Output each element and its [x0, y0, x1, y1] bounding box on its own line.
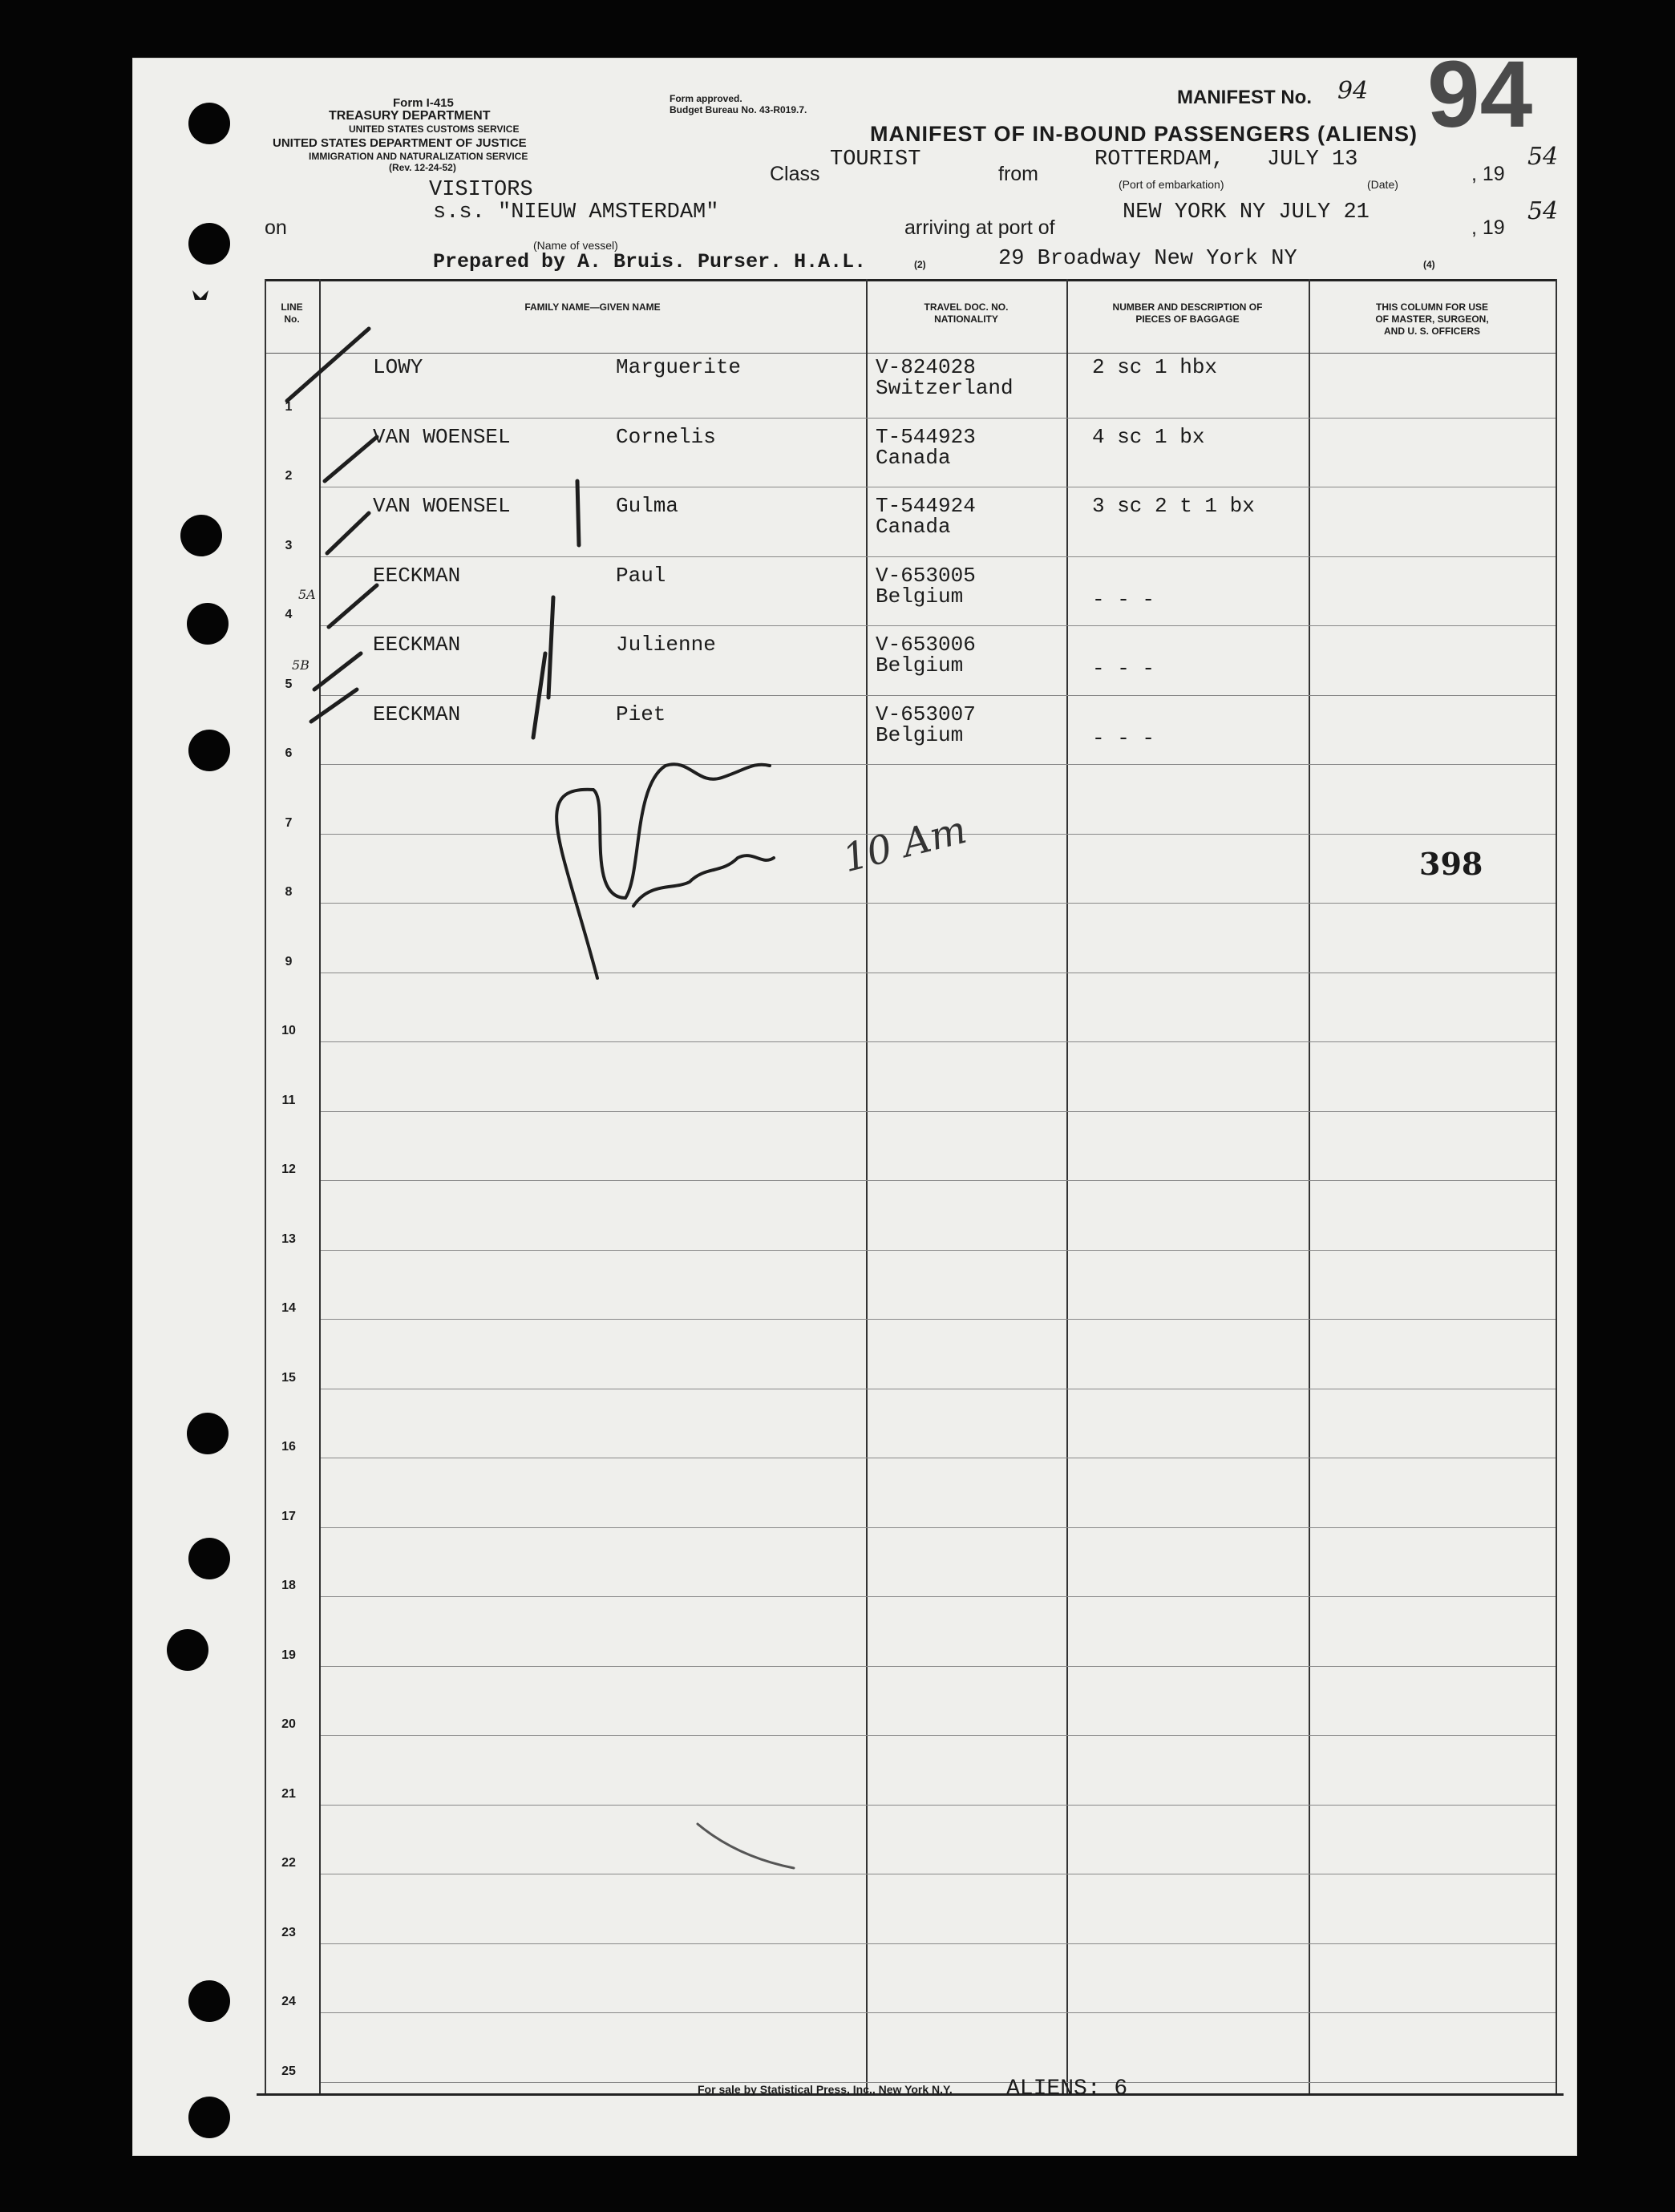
year-handwritten: 54 [1527, 143, 1559, 171]
line-number: 23 [281, 1925, 296, 1939]
column-header-officers: THIS COLUMN FOR USE OF MASTER, SURGEON, AND U. S. OFFICERS [1375, 301, 1489, 337]
line-number: 5 [285, 677, 293, 691]
travel-doc-no: V-653005 [876, 563, 976, 588]
officer-number: 398 [1419, 846, 1483, 882]
column-header-line-no: LINE No. [281, 301, 303, 325]
line-number: 14 [281, 1301, 296, 1315]
line-number: 12 [281, 1163, 296, 1176]
signature [556, 764, 770, 978]
form-approved: Form approved. [670, 93, 742, 104]
from-label: from [998, 163, 1038, 185]
nationality: Switzerland [876, 376, 1013, 400]
line-number: 9 [285, 954, 293, 969]
column-header-name: FAMILY NAME—GIVEN NAME [524, 301, 661, 313]
year-handwritten-2: 54 [1527, 197, 1559, 225]
dept-line: UNITED STATES DEPARTMENT OF JUSTICE [273, 136, 527, 150]
given-name: Paul [616, 563, 666, 588]
line-number: 13 [281, 1231, 296, 1246]
prepared-marker: (2) [914, 259, 926, 270]
line-number: 6 [285, 746, 293, 760]
page-title: MANIFEST OF IN-BOUND PASSENGERS (ALIENS) [870, 122, 1418, 146]
address-marker: (4) [1423, 259, 1435, 270]
given-name: Gulma [616, 494, 679, 518]
handwritten-note: 10 Am [838, 807, 971, 882]
dept-line: (Rev. 12-24-52) [389, 162, 456, 173]
line-number: 16 [281, 1440, 296, 1454]
tick-stroke [577, 481, 579, 545]
baggage: 2 sc 1 hbx [1092, 355, 1218, 379]
check-mark [314, 653, 361, 689]
line-number: 25 [281, 2064, 296, 2078]
travel-doc-no: T-544923 [876, 424, 976, 449]
line-number: 22 [281, 1856, 296, 1870]
line-number: 8 [285, 885, 293, 899]
baggage: 3 sc 2 t 1 bx [1092, 494, 1255, 518]
line-number: 21 [281, 1786, 296, 1801]
arrival-port: NEW YORK NY JULY 21 [1123, 200, 1370, 224]
line-number: 1 [285, 399, 293, 414]
given-name: Marguerite [616, 355, 742, 379]
line-number: 3 [285, 538, 293, 552]
class-value: TOURIST [830, 148, 921, 172]
nationality: Belgium [876, 653, 964, 677]
family-name: EECKMAN [373, 702, 461, 726]
date-of-embarkation: JULY 13 [1267, 148, 1358, 172]
manifest-no-stamp: 94 [1427, 42, 1533, 148]
line-number: 10 [281, 1024, 296, 1037]
family-name: VAN WOENSEL [373, 424, 511, 449]
printer-line: For sale by Statistical Press, Inc., New York N.Y. [698, 2083, 953, 2096]
column-header-baggage: NUMBER AND DESCRIPTION OF PIECES OF BAGGAGE [1112, 301, 1263, 325]
line-number: 15 [281, 1370, 296, 1385]
nationality: Belgium [876, 584, 964, 609]
dept-line: TREASURY DEPARTMENT [329, 109, 491, 123]
given-name: Julienne [616, 633, 716, 657]
manifest-no-label: MANIFEST No. [1177, 87, 1312, 108]
arriving-label: arriving at port of [904, 216, 1055, 239]
line-number: 7 [285, 815, 293, 830]
nationality: Belgium [876, 722, 964, 747]
column-header-travel-doc: TRAVEL DOC. NO. NATIONALITY [924, 301, 1009, 325]
line-number: 17 [281, 1509, 296, 1523]
tick-stroke [533, 653, 545, 738]
check-mark [287, 329, 369, 401]
check-mark [325, 437, 377, 481]
form-number: Form I-415 [393, 96, 454, 110]
prepared-address: 29 Broadway New York NY [998, 247, 1297, 271]
family-name: LOWY [373, 355, 423, 379]
line-number: 18 [281, 1579, 296, 1592]
travel-doc-no: V-653007 [876, 702, 976, 726]
line-number: 4 [285, 608, 293, 621]
check-mark [311, 689, 357, 722]
date-caption: (Date) [1367, 178, 1398, 191]
line-number: 24 [281, 1995, 296, 2008]
line-number: 11 [281, 1093, 296, 1107]
vessel-caption: (Name of vessel) [533, 239, 618, 252]
travel-doc-no: V-653006 [876, 633, 976, 657]
faint-stamp [698, 1824, 794, 1868]
check-mark [327, 513, 369, 553]
port-caption: (Port of embarkation) [1119, 178, 1224, 191]
vessel-name: s.s. "NIEUW AMSTERDAM" [433, 200, 719, 224]
baggage: - - - [1092, 726, 1155, 750]
baggage: - - - [1092, 587, 1155, 612]
prepared-by: Prepared by A. Bruis. Purser. H.A.L. [433, 250, 867, 273]
on-label: on [265, 216, 287, 239]
family-name: EECKMAN [373, 563, 461, 588]
class-label: Class [770, 163, 820, 185]
check-mark [329, 585, 377, 627]
margin-note: 5A [298, 587, 316, 602]
travel-doc-no: T-544924 [876, 494, 976, 518]
margin-note: 5B [292, 657, 310, 673]
visitors-label: VISITORS [429, 178, 533, 202]
manifest-no-handwritten: 94 [1337, 77, 1369, 105]
year-prefix-2: , 19 [1471, 216, 1505, 239]
family-name: VAN WOENSEL [373, 494, 511, 518]
signature [633, 855, 774, 906]
year-prefix: , 19 [1471, 163, 1505, 185]
port-of-embarkation: ROTTERDAM, [1094, 148, 1225, 172]
tick-stroke [548, 597, 553, 698]
dept-line: IMMIGRATION AND NATURALIZATION SERVICE [309, 151, 528, 162]
nationality: Canada [876, 515, 951, 539]
line-number: 2 [285, 469, 293, 483]
nationality: Canada [876, 445, 951, 470]
line-number: 19 [281, 1648, 296, 1662]
budget-bureau: Budget Bureau No. 43-R019.7. [670, 104, 807, 115]
dept-line: UNITED STATES CUSTOMS SERVICE [349, 123, 520, 135]
aliens-total: ALIENS: 6 [1006, 2077, 1128, 2101]
travel-doc-no: V-824028 [876, 355, 976, 379]
line-number: 20 [281, 1717, 296, 1731]
margin-mark [192, 290, 208, 300]
baggage: 4 sc 1 bx [1092, 424, 1205, 449]
given-name: Piet [616, 702, 666, 726]
baggage: - - - [1092, 657, 1155, 681]
given-name: Cornelis [616, 424, 716, 449]
family-name: EECKMAN [373, 633, 461, 657]
